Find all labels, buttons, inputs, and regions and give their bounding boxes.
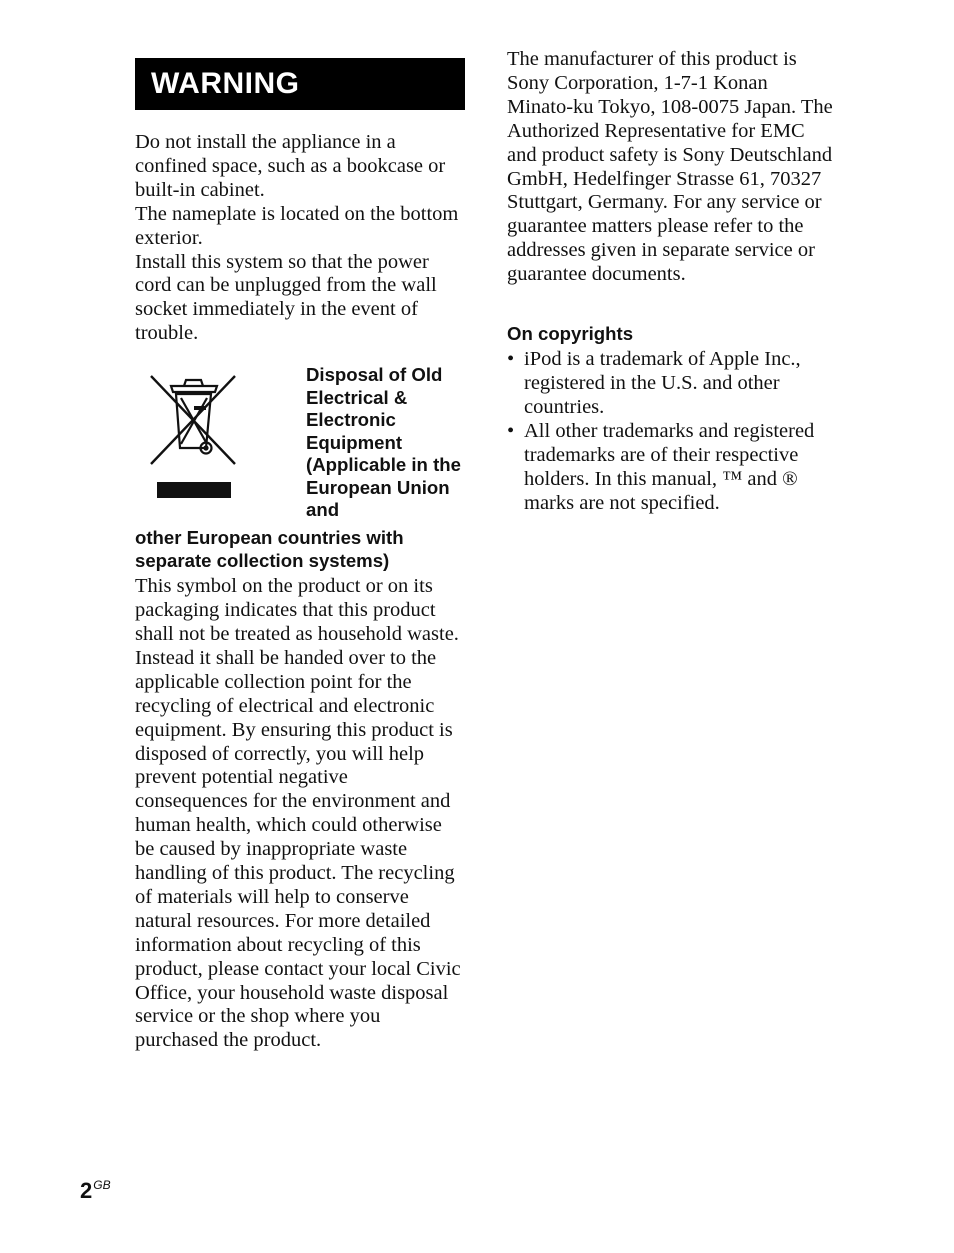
right-column — [507, 48, 837, 515]
warning-paragraph: The nameplate is located on the bottom exterior. — [135, 202, 459, 249]
manufacturer-text: The manufacturer of this product is Sony Corporation, 1-7-1 Konan Minato-ku Tokyo, 108-0075 Japan. The Authorized Representative for EMC and product safety is Sony Deutschland GmbH, Hedelfinger Strasse 61, 70327 Stuttgart, Germany. For any service or guarantee matters please refer to the addresses given in separate service or guarantee documents. — [507, 48, 833, 286]
warning-banner — [135, 58, 465, 110]
bullet: • — [507, 348, 515, 371]
list-item-text: iPod is a trademark of Apple Inc., registered in the U.S. and other countries. — [524, 348, 801, 418]
list-item — [507, 420, 837, 516]
disposal-section — [135, 364, 465, 527]
disposal-body: This symbol on the product or on its packaging indicates that this product shall not be treated as household waste. Instead it shall be handed over to the applicable collection point for the recycling of electrical and electronic equipment. By ensuring this product is disposed of correctly, you will help prevent potential negative consequences for the environment and human health, which could otherwise be caused by inappropriate waste handling of this product. The recycling of materials will help to conserve natural resources. For more detailed information about recycling of this product, please contact your local Civic Office, your household waste disposal service or the shop where you purchased the product. — [135, 575, 461, 1052]
page-suffix: GB — [93, 1178, 111, 1192]
bullet: • — [507, 419, 515, 442]
disposal-heading-continued: other European countries with separate collection systems) — [135, 527, 404, 571]
left-column — [135, 58, 465, 1053]
list-item — [507, 348, 837, 420]
warning-text — [135, 131, 465, 346]
warning-title: WARNING — [151, 67, 300, 100]
warning-paragraph: Do not install the appliance in a confined space, such as a bookcase or built-in cabinet. — [135, 131, 446, 201]
disposal-heading: Disposal of Old Electrical & Electronic Equipment (Applicable in the European Union and — [306, 364, 461, 521]
copyrights-list — [507, 348, 837, 515]
list-item-text: All other trademarks and registered trademarks are of their respective holders. In this manual, ™ and ® marks are not specified. — [524, 419, 815, 514]
copyrights-heading: On copyrights — [507, 323, 634, 345]
warning-paragraph: Install this system so that the power cord can be unplugged from the wall socket immediately in the event of trouble. — [135, 250, 437, 345]
crossed-out-wheelie-bin-icon — [149, 368, 239, 498]
page-number-value: 2 — [80, 1178, 93, 1203]
page-number — [80, 1178, 111, 1204]
